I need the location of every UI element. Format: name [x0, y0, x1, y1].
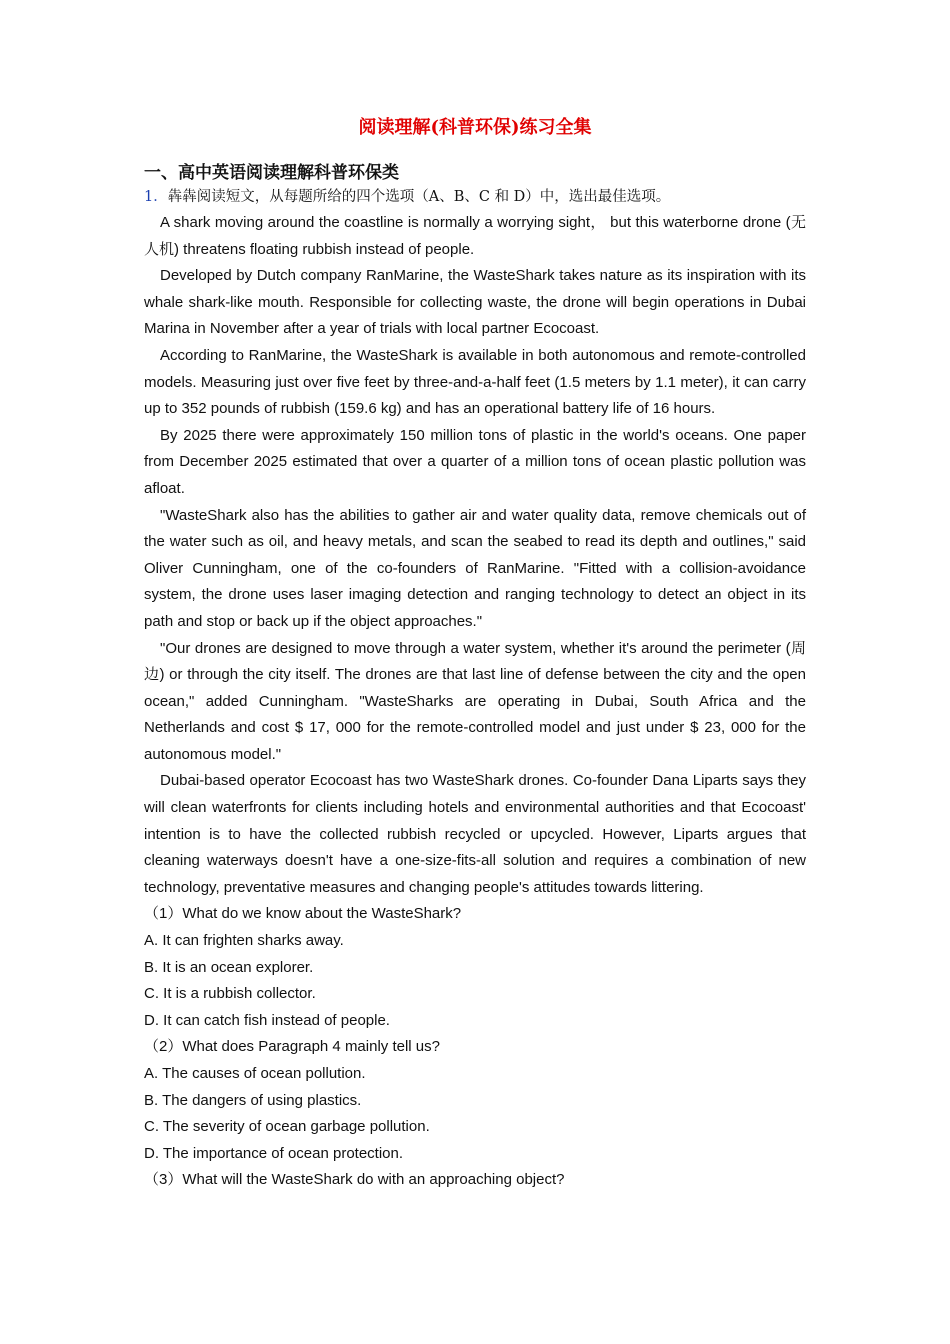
- question-1-prompt: （1）What do we know about the WasteShark?: [144, 905, 462, 923]
- instruction-line: [144, 184, 806, 210]
- passage-paragraph-5: "WasteShark also has the abilities to gather air and water quality data, remove chemicals out of the water such as oil, and heavy metals, and scan the seabed to read its depth and outlines," said Oliver Cunningham, one of the co-founders of RanMarine. "Fitted with a collision-avoidance system, the drone uses laser imaging detection and ranging technology to detect an object in its path and stop or back up if the object approaches.": [144, 506, 806, 630]
- section-heading: 一、高中英语阅读理解科普环保类: [144, 163, 399, 183]
- passage-paragraph-3: According to RanMarine, the WasteShark is available in both autonomous and remote-controlled models. Measuring just over five feet by three-and-a-half feet (1.5 meters by 1.1 meter), it can carry up to 352 pounds of rubbish (159.6 kg) and has an operational battery life of 16 hours.: [144, 346, 806, 418]
- passage-paragraph-7: Dubai-based operator Ecocoast has two WasteShark drones. Co-founder Dana Liparts says they will clean waterfronts for clients including hotels and environmental authorities and that Ecocoast' intention is to have the collected rubbish recycled or upcycled. However, Liparts argues that cleaning waterways doesn't have a one-size-fits-all solution and requires a combination of new technology, preventative measures and changing people's attitudes towards littering.: [144, 772, 806, 896]
- page-title: 阅读理解(科普环保)练习全集: [358, 117, 592, 138]
- passage-paragraph-6: "Our drones are designed to move through a water system, whether it's around the perimeter (周边) or through the city itself. The drones are that last line of defense between the city and the open ocean," added Cunningham. "WasteSharks are operating in Dubai, South Africa and the Netherlands and cost $ 17, 000 for the remote-controlled model and just under $ 23, 000 for the autonomous model.": [144, 639, 806, 763]
- question-2-option-a: A. The causes of ocean pollution.: [144, 1065, 366, 1082]
- passage-paragraph-1: A shark moving around the coastline is normally a worrying sight， but this waterborne drone (无人机) threatens floating rubbish instead of people.: [144, 214, 806, 258]
- passage-paragraph-2: Developed by Dutch company RanMarine, the WasteShark takes nature as its inspiration with its whale shark-like mouth. Responsible for collecting waste, the drone will begin operations in Dubai Marina in November after a year of trials with local partner Ecocoast.: [144, 267, 806, 338]
- question-3-prompt: （3）What will the WasteShark do with an approaching object?: [144, 1171, 565, 1189]
- instruction-text: 犇犇阅读短文，从每题所给的四个选项（A、B、C 和 D）中，选出最佳选项。: [167, 189, 671, 205]
- question-2-option-c: C. The severity of ocean garbage pollution.: [144, 1118, 430, 1136]
- question-1-option-c: C. It is a rubbish collector.: [144, 985, 316, 1003]
- question-2-option-b: B. The dangers of using plastics.: [144, 1091, 362, 1109]
- question-1-option-a: A. It can frighten sharks away.: [144, 932, 344, 950]
- question-2-prompt: （2）What does Paragraph 4 mainly tell us?: [144, 1038, 440, 1056]
- question-1-option-b: B. It is an ocean explorer.: [144, 958, 314, 976]
- question-1-option-d: D. It can catch fish instead of people.: [144, 1011, 390, 1029]
- question-2-option-d: D. The importance of ocean protection.: [144, 1144, 404, 1162]
- passage-paragraph-4: By 2025 there were approximately 150 million tons of plastic in the world's oceans. One paper from December 2025 estimated that over a quarter of a million tons of ocean plastic pollution was afloat.: [144, 426, 806, 497]
- question-number: 1．: [144, 189, 168, 205]
